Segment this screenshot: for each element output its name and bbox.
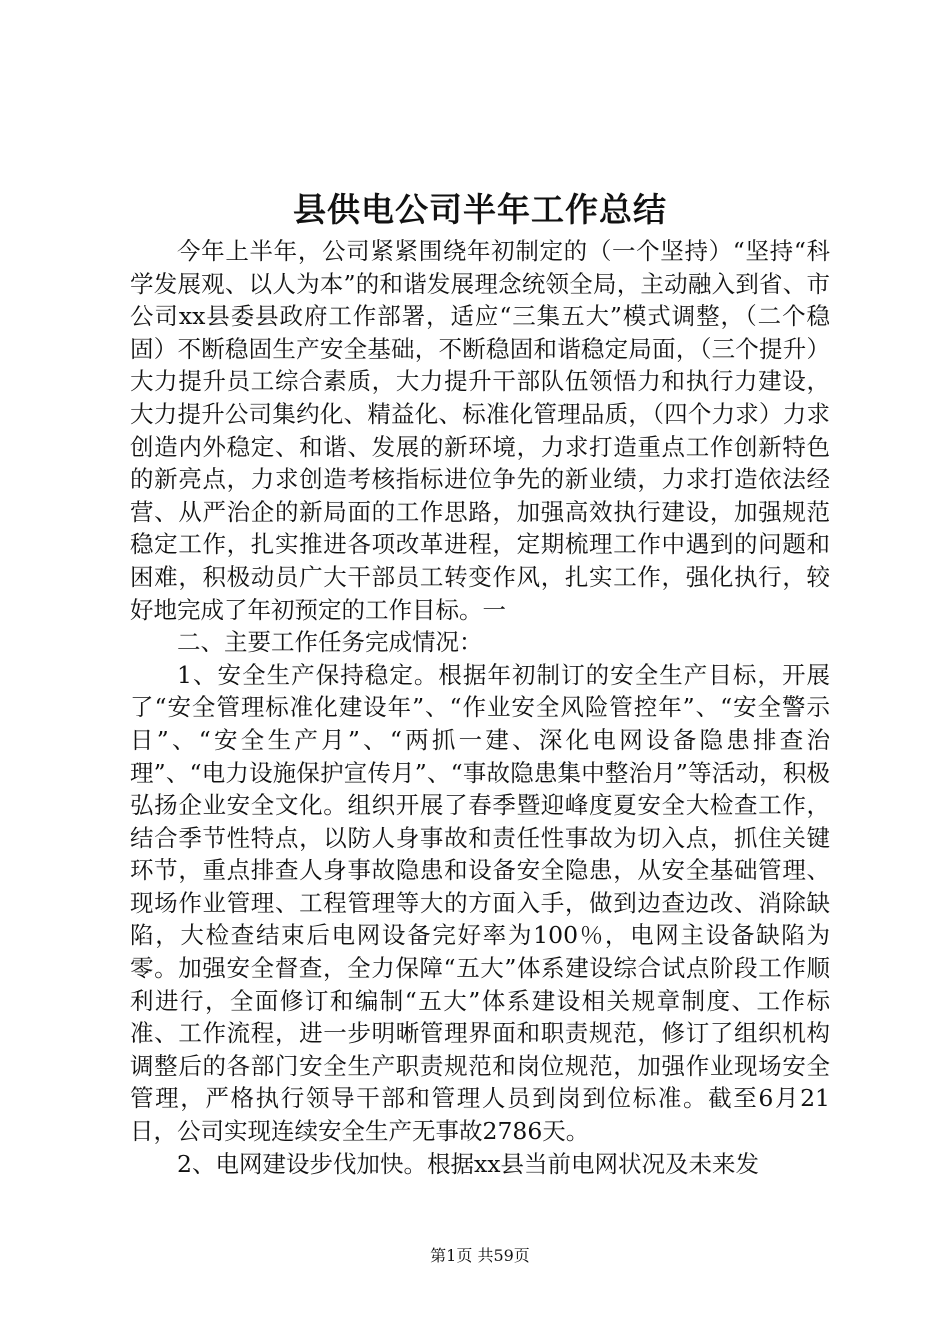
document-page <box>130 0 830 1344</box>
paragraph-safety: 1、安全生产保持稳定。根据年初制订的安全生产目标，开展了“安全管理标准化建设年”、“作业安全风险管控年”、“安全警示日”、“安全生产月”、“两抓一建、深化电网设备隐患排查治理”、“电力设施保护宣传月”、“事故隐患集中整治月”等活动，积极弘扬企业安全文化。组织开展了春季暨迎峰度夏安全大检查工作，结合季节性特点，以防人身事故和责任性事故为切入点，抓住关键环节，重点排查人身事故隐患和设备安全隐患，从安全基础管理、现场作业管理、工程管理等大的方面入手，做到边查边改、消除缺陷，大检查结束后电网设备完好率为100％，电网主设备缺陷为零。加强安全督查，全力保障“五大”体系建设综合试点阶段工作顺利进行，全面修订和编制“五大”体系建设相关规章制度、工作标准、工作流程，进一步明晰管理界面和职责规范，修订了组织机构调整后的各部门安全生产职责规范和岗位规范，加强作业现场安全管理，严格执行领导干部和管理人员到岗到位标准。截至6月21日，公司实现连续安全生产无事故2786天。 <box>130 660 830 1146</box>
document-title: 县供电公司半年工作总结 <box>293 190 667 229</box>
paragraph-grid: 2、电网建设步伐加快。根据xx县当前电网状况及未来发 <box>177 1149 759 1178</box>
page-number: 第1页 共59页 <box>430 1246 530 1265</box>
paragraph-section-heading: 二、主要工作任务完成情况： <box>177 628 483 657</box>
paragraph-intro: 今年上半年，公司紧紧围绕年初制定的（一个坚持）“坚持“科学发展观、以人为本”的和谐发展理念统领全局，主动融入到省、市公司xx县委县政府工作部署，适应“三集五大”模式调整，（二个稳固）不断稳固生产安全基础，不断稳固和谐稳定局面，（三个提升）大力提升员工综合素质，大力提升干部队伍领悟力和执行力建设，大力提升公司集约化、精益化、标准化管理品质，（四个力求）力求创造内外稳定、和谐、发展的新环境，力求打造重点工作创新特色的新亮点，力求创造考核指标进位争先的新业绩，力求打造依法经营、从严治企的新局面的工作思路，加强高效执行建设，加强规范稳定工作，扎实推进各项改革进程，定期梳理工作中遇到的问题和困难，积极动员广大干部员工转变作风，扎实工作，强化执行，较好地完成了年初预定的工作目标。一 <box>130 237 830 624</box>
document-body <box>130 235 830 1180</box>
